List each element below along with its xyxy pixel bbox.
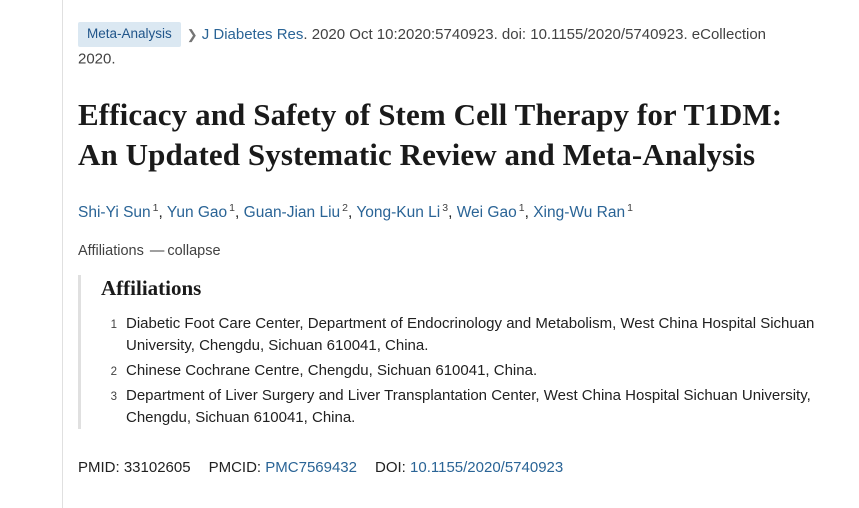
page-title: Efficacy and Safety of Stem Cell Therapy for T1DM: An Updated Systematic Review and Meta-Analysis <box>78 96 783 172</box>
affiliation-text: Diabetic Foot Care Center, Department of Endocrinology and Metabolism, West China Hospital Sichuan University, Chengdu, Sichuan 610041, China. <box>126 314 815 354</box>
affiliations-toggle-row <box>78 243 819 259</box>
list-item <box>101 313 819 357</box>
author-link[interactable]: Yong-Kun Li <box>356 203 441 221</box>
pmcid-label: PMCID: <box>208 458 262 476</box>
affiliation-number: 2 <box>110 365 117 378</box>
journal-link[interactable]: J Diabetes Res <box>201 26 304 43</box>
author-link[interactable]: Wei Gao <box>456 203 517 221</box>
author-item: Yong-Kun Li $^3$, <box>356 201 453 221</box>
doi-link[interactable]: 10.1155/2020/5740923 <box>410 458 564 476</box>
author-item: Yun Gao $^1$, <box>166 201 240 221</box>
author-item: Guan-Jian Liu $^2$, <box>243 201 353 221</box>
publication-type-badge[interactable]: Meta-Analysis <box>78 22 181 47</box>
author-item <box>533 201 633 221</box>
chevron-right-icon: ❯ <box>186 27 198 42</box>
affiliation-number: 3 <box>110 390 117 403</box>
author-affiliation-marker: 2 <box>342 201 348 214</box>
citation-line <box>78 22 778 71</box>
pmid-value: 33102605 <box>123 458 191 476</box>
affiliations-heading: Affiliations <box>101 275 202 300</box>
identifiers-row <box>78 457 819 479</box>
author-link[interactable]: Xing-Wu Ran <box>533 203 626 221</box>
author-affiliation-marker: 3 <box>442 201 449 214</box>
author-item: Shi-Yi Sun $^1$, <box>78 201 163 221</box>
author-affiliation-marker: 1 <box>229 201 236 214</box>
affiliation-text: Chinese Cochrane Centre, Chengdu, Sichuan 610041, China. <box>126 361 538 379</box>
author-link[interactable]: Yun Gao <box>166 203 228 221</box>
affiliation-text: Department of Liver Surgery and Liver Transplantation Center, West China Hospital Sichuan University, Chengdu, Sichuan 610041, China. <box>126 386 811 426</box>
dash-icon: — <box>149 242 165 259</box>
affiliation-number: 1 <box>110 318 117 331</box>
author-link[interactable]: Shi-Yi Sun <box>78 203 151 221</box>
pmid-group <box>78 459 191 476</box>
affiliations-toggle-label: Affiliations <box>78 242 144 259</box>
pmcid-group <box>209 459 357 476</box>
affiliations-block <box>78 275 819 429</box>
list-item <box>101 360 819 382</box>
pmcid-link[interactable]: PMC7569432 <box>265 458 357 476</box>
doi-group <box>375 459 563 476</box>
list-item <box>101 385 819 429</box>
left-margin-rule <box>62 0 63 508</box>
doi-label: DOI: <box>375 458 406 476</box>
author-link[interactable]: Guan-Jian Liu <box>243 203 341 221</box>
author-list <box>78 197 819 224</box>
pmid-label: PMID: <box>78 458 120 476</box>
affiliations-collapse-button[interactable] <box>150 243 221 259</box>
author-affiliation-marker: 1 <box>627 201 633 214</box>
citation-details: . 2020 Oct 10:2020:5740923. doi: 10.1155/2020/5740923. eCollection 2020. <box>78 26 767 68</box>
author-affiliation-marker: 1 <box>518 201 525 214</box>
author-affiliation-marker: 1 <box>152 201 159 214</box>
affiliations-list <box>101 313 819 429</box>
author-item: Wei Gao $^1$, <box>456 201 529 221</box>
affiliations-collapse-label: collapse <box>167 242 221 259</box>
